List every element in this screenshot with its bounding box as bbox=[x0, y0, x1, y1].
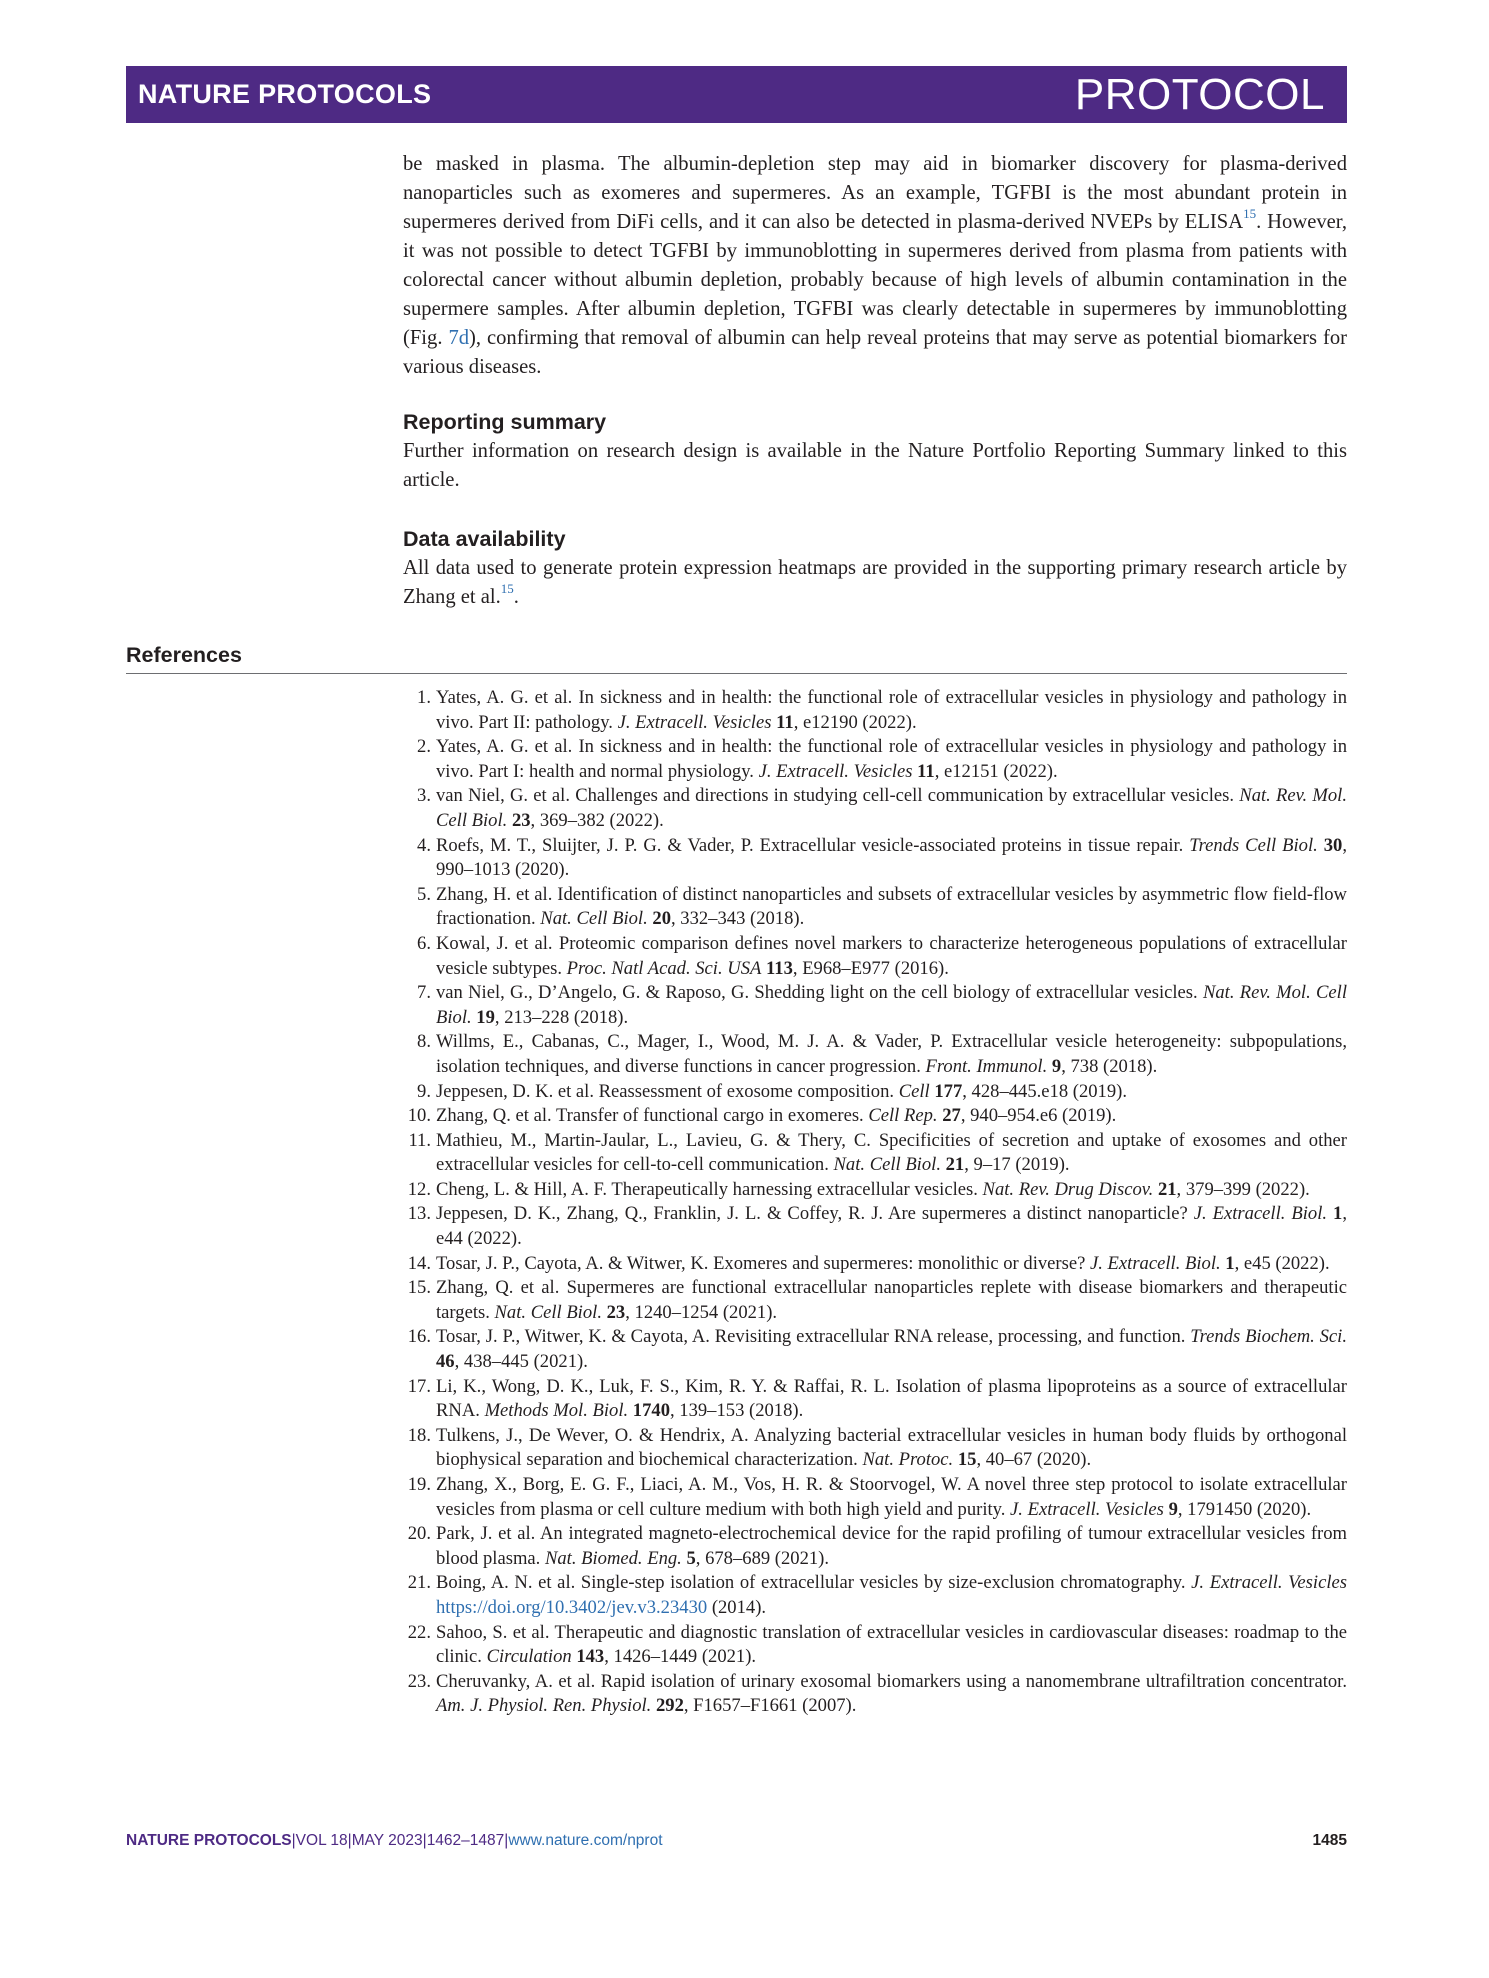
reference-details: , 1240–1254 (2021). bbox=[625, 1301, 778, 1323]
reference-volume: 19 bbox=[476, 1006, 495, 1028]
citation-link[interactable]: 15 bbox=[1243, 206, 1257, 222]
reference-journal: Circulation bbox=[486, 1646, 572, 1668]
reference-number: 11. bbox=[408, 1129, 431, 1151]
reference-number: 23. bbox=[407, 1670, 431, 1692]
reference-journal: J. Extracell. Vesicles bbox=[1191, 1572, 1347, 1594]
reference-volume: 21 bbox=[1157, 1178, 1177, 1200]
reference-journal: Nat. Rev. Mol. Cell Biol. bbox=[436, 982, 1347, 1028]
reference-volume: 27 bbox=[942, 1105, 961, 1127]
intro-paragraph bbox=[403, 150, 1347, 382]
reference-details: , 678–689 (2021). bbox=[695, 1547, 830, 1569]
reference-number: 9. bbox=[417, 1080, 431, 1102]
reference-item bbox=[403, 1424, 1347, 1473]
reference-text: Boing, A. N. et al. Single-step isolation of extracellular vesicles by size-exclusion chromatography. bbox=[436, 1572, 1192, 1594]
reference-details: , e12151 (2022). bbox=[934, 760, 1058, 782]
reference-details: , e44 (2022). bbox=[436, 1203, 1347, 1250]
reference-volume: 9 bbox=[1168, 1498, 1178, 1520]
reference-details: , 940–954.e6 (2019). bbox=[960, 1105, 1117, 1127]
reporting-summary-heading: Reporting summary bbox=[403, 410, 607, 434]
reference-journal: Nat. Rev. Mol. Cell Biol. bbox=[436, 785, 1347, 831]
reference-number: 7. bbox=[417, 982, 431, 1004]
reference-text: Park, J. et al. An integrated magneto-electrochemical device for the rapid profiling of tumour extracellular vesicles from blood plasma. bbox=[436, 1523, 1347, 1569]
reference-volume: 23 bbox=[606, 1301, 626, 1323]
reference-item bbox=[403, 883, 1347, 932]
reference-text: Yates, A. G. et al. In sickness and in health: the functional role of extracellular vesicles in physiology and pathology in vivo. Part II: pathology. bbox=[436, 687, 1347, 733]
reference-text: Yates, A. G. et al. In sickness and in health: the functional role of extracellular vesicles in physiology and pathology in vivo. Part I: health and normal physiology. bbox=[436, 736, 1347, 782]
reference-number: 17. bbox=[407, 1375, 431, 1397]
reference-item bbox=[403, 1670, 1347, 1719]
reference-journal: Front. Immunol. bbox=[925, 1055, 1048, 1077]
figure-link[interactable]: 7d bbox=[448, 327, 470, 349]
reference-number: 20. bbox=[407, 1523, 431, 1545]
reference-item bbox=[403, 834, 1347, 883]
data-availability-text: All data used to generate protein expression heatmaps are provided in the supporting primary research article by Zhang et al. bbox=[403, 557, 1347, 608]
reference-details: , 40–67 (2020). bbox=[976, 1449, 1092, 1471]
references-divider bbox=[126, 673, 1347, 674]
reference-item bbox=[403, 1129, 1347, 1178]
reference-details: , 738 (2018). bbox=[1061, 1055, 1158, 1077]
reference-number: 14. bbox=[407, 1252, 431, 1274]
reference-volume: 46 bbox=[436, 1351, 455, 1373]
footer-url-link[interactable]: www.nature.com/nprot bbox=[508, 1832, 663, 1849]
reference-number: 2. bbox=[417, 736, 431, 758]
reference-volume: 1 bbox=[1333, 1203, 1343, 1225]
citation-link[interactable]: 15 bbox=[500, 581, 514, 597]
reference-details: , 990–1013 (2020). bbox=[436, 834, 1347, 881]
reference-number: 8. bbox=[417, 1031, 431, 1053]
reference-number: 15. bbox=[407, 1277, 431, 1299]
reference-text: Li, K., Wong, D. K., Luk, F. S., Kim, R. Y. & Raffai, R. L. Isolation of plasma lipoproteins as a source of extracellular RNA. bbox=[436, 1375, 1347, 1422]
reference-volume: 5 bbox=[686, 1547, 696, 1569]
intro-text-1: be masked in plasma. The albumin-depletion step may aid in biomarker discovery for plasma-derived nanoparticles such as exomeres and supermeres. As an example, TGFBI is the most abundant protein in supermeres derived from DiFi cells, and it can also be detected in plasma-derived NVEPs by ELISA bbox=[403, 153, 1347, 233]
reference-number: 12. bbox=[407, 1178, 431, 1200]
journal-name: NATURE PROTOCOLS bbox=[138, 79, 432, 109]
references-heading: References bbox=[126, 643, 242, 667]
reference-journal: Am. J. Physiol. Ren. Physiol. bbox=[436, 1695, 652, 1717]
reference-text: van Niel, G., D’Angelo, G. & Raposo, G. Shedding light on the cell biology of extracellular vesicles. bbox=[436, 982, 1203, 1004]
reference-number: 4. bbox=[417, 834, 431, 856]
reference-journal: Nat. Rev. Drug Discov. bbox=[982, 1178, 1154, 1200]
reference-journal: J. Extracell. Biol. bbox=[1193, 1203, 1328, 1225]
reference-number: 1. bbox=[417, 687, 431, 708]
reference-item bbox=[403, 1030, 1347, 1079]
reference-item bbox=[403, 1178, 1347, 1203]
reference-item bbox=[403, 981, 1347, 1030]
reference-number: 16. bbox=[407, 1326, 431, 1348]
reference-text: Sahoo, S. et al. Therapeutic and diagnostic translation of extracellular vesicles in cardiovascular diseases: roadmap to the clinic. bbox=[436, 1621, 1347, 1668]
reference-item bbox=[403, 1252, 1347, 1277]
reference-text: Zhang, Q. et al. Transfer of functional cargo in exomeres. bbox=[436, 1105, 869, 1127]
reference-number: 5. bbox=[417, 883, 431, 905]
reference-text: Zhang, H. et al. Identification of distinct nanoparticles and subsets of extracellular vesicles by asymmetric flow field-flow fractionation. bbox=[436, 883, 1347, 930]
reference-details: , 213–228 (2018). bbox=[494, 1006, 629, 1028]
reference-item bbox=[403, 784, 1347, 833]
footer-separator: | bbox=[422, 1832, 427, 1849]
reference-journal: Nat. Protoc. bbox=[862, 1449, 954, 1471]
reference-journal: Trends Cell Biol. bbox=[1189, 834, 1318, 856]
footer-separator: | bbox=[504, 1832, 509, 1849]
reference-details: , 139–153 (2018). bbox=[669, 1400, 804, 1422]
reference-volume: 21 bbox=[945, 1154, 965, 1176]
data-availability-heading: Data availability bbox=[403, 527, 566, 551]
reference-item bbox=[403, 1621, 1347, 1670]
reference-text: Tulkens, J., De Wever, O. & Hendrix, A. Analyzing bacterial extracellular vesicles in human body fluids by orthogonal biophysical separation and biochemical characterization. bbox=[436, 1424, 1347, 1471]
reference-details: , 369–382 (2022). bbox=[530, 809, 664, 831]
reference-volume: 15 bbox=[957, 1449, 977, 1471]
reference-details: , 9–17 (2019). bbox=[964, 1154, 1070, 1176]
data-availability-end: . bbox=[513, 586, 519, 608]
reference-details: , 332–343 (2018). bbox=[670, 908, 805, 930]
reference-item bbox=[403, 1276, 1347, 1325]
intro-text-2: . However, it was not possible to detect TGFBI by immunoblotting in supermeres derived from plasma from patients with colorectal cancer without albumin depletion, probably because of high levels of albumin contamination in the supermere samples. After albumin depletion, TGFBI was clearly detectable in supermeres by immunoblotting (Fig. bbox=[403, 211, 1347, 349]
reference-journal: J. Extracell. Vesicles bbox=[1010, 1498, 1164, 1520]
reference-volume: 20 bbox=[652, 908, 671, 930]
reference-details: , e45 (2022). bbox=[1234, 1252, 1330, 1274]
reference-volume: 113 bbox=[766, 957, 793, 979]
journal-header-banner bbox=[126, 66, 1347, 123]
reference-journal: Nat. Cell Biol. bbox=[540, 908, 648, 930]
reference-item bbox=[403, 1325, 1347, 1374]
reference-number: 22. bbox=[407, 1621, 431, 1643]
reference-details: , 438–445 (2021). bbox=[454, 1351, 588, 1373]
reference-number: 10. bbox=[407, 1105, 431, 1127]
reference-details: , 1791450 (2020). bbox=[1177, 1498, 1312, 1520]
reference-journal: J. Extracell. Vesicles bbox=[758, 760, 913, 782]
reference-text: Zhang, Q. et al. Supermeres are functional extracellular nanoparticles replete with disease biomarkers and therapeutic targets. bbox=[436, 1277, 1347, 1323]
reference-item bbox=[403, 1473, 1347, 1522]
reference-list bbox=[403, 686, 1347, 1719]
footer-separator: | bbox=[347, 1832, 352, 1849]
intro-text-3: ), confirming that removal of albumin can help reveal proteins that may serve as potential biomarkers for various diseases. bbox=[403, 327, 1347, 378]
reference-text: Zhang, X., Borg, E. G. F., Liaci, A. M., Vos, H. R. & Stoorvogel, W. A novel three step protocol to isolate extracellular vesicles from plasma or cell culture medium with both high yield and purity. bbox=[436, 1474, 1347, 1520]
reference-item bbox=[403, 1571, 1347, 1620]
reference-item bbox=[403, 1375, 1347, 1424]
reference-text: Tosar, J. P., Cayota, A. & Witwer, K. Exomeres and supermeres: monolithic or diverse? bbox=[436, 1252, 1090, 1274]
reference-journal: Trends Biochem. Sci. bbox=[1190, 1326, 1347, 1348]
reference-number: 18. bbox=[407, 1424, 431, 1446]
reference-volume: 143 bbox=[576, 1646, 605, 1668]
reference-volume: 11 bbox=[917, 760, 935, 782]
reference-item bbox=[403, 735, 1347, 784]
reference-item bbox=[403, 686, 1347, 735]
footer-date: MAY 2023 bbox=[351, 1832, 423, 1849]
reference-item bbox=[403, 1104, 1347, 1129]
reference-details: , F1657–F1661 (2007). bbox=[683, 1695, 857, 1717]
reference-details: , 1426–1449 (2021). bbox=[604, 1646, 757, 1668]
reference-journal: Proc. Natl Acad. Sci. USA bbox=[566, 957, 762, 979]
reference-item bbox=[403, 1080, 1347, 1105]
reference-text: van Niel, G. et al. Challenges and directions in studying cell-cell communication by extracellular vesicles. bbox=[436, 785, 1240, 807]
footer-separator: | bbox=[291, 1832, 296, 1849]
reference-journal: Nat. Biomed. Eng. bbox=[544, 1547, 682, 1569]
reference-journal: Methods Mol. Biol. bbox=[484, 1400, 629, 1422]
reference-text: Willms, E., Cabanas, C., Mager, I., Wood, M. J. A. & Vader, P. Extracellular vesicle heterogeneity: subpopulations, isolation techniques, and diverse functions in cancer progression. bbox=[436, 1031, 1347, 1077]
reference-text: Jeppesen, D. K. et al. Reassessment of exosome composition. bbox=[436, 1080, 899, 1102]
reference-volume: 9 bbox=[1051, 1055, 1062, 1077]
reference-number: 19. bbox=[407, 1474, 431, 1495]
reference-journal: Nat. Cell Biol. bbox=[494, 1301, 602, 1323]
reference-journal: J. Extracell. Biol. bbox=[1090, 1252, 1221, 1274]
reference-volume: 1 bbox=[1225, 1252, 1235, 1274]
reference-volume: 30 bbox=[1323, 834, 1343, 856]
reference-item bbox=[403, 1202, 1347, 1251]
reporting-summary-text: Further information on research design is available in the Nature Portfolio Reporting Summary linked to this article. bbox=[403, 440, 1347, 491]
reference-number: 3. bbox=[417, 785, 431, 807]
reference-details: (2014). bbox=[707, 1596, 767, 1618]
page-number: 1485 bbox=[1312, 1832, 1347, 1849]
footer-pages: 1462–1487 bbox=[426, 1832, 505, 1849]
reference-details: , e12190 (2022). bbox=[793, 711, 917, 733]
reference-details: , 379–399 (2022). bbox=[1176, 1178, 1310, 1200]
reference-volume: 23 bbox=[511, 809, 531, 831]
page-footer bbox=[126, 1832, 1347, 1856]
reference-text: Tosar, J. P., Witwer, K. & Cayota, A. Revisiting extracellular RNA release, processing, and function. bbox=[436, 1326, 1191, 1348]
reference-item bbox=[403, 932, 1347, 981]
reference-text: Jeppesen, D. K., Zhang, Q., Franklin, J. L. & Coffey, R. J. Are supermeres a distinct nanoparticle? bbox=[436, 1203, 1194, 1225]
reference-details: , E968–E977 (2016). bbox=[792, 957, 949, 979]
reference-journal: Nat. Cell Biol. bbox=[833, 1154, 941, 1176]
reference-journal: Cell Rep. bbox=[868, 1105, 938, 1127]
reference-volume: 11 bbox=[776, 711, 794, 733]
reference-text: Roefs, M. T., Sluijter, J. P. G. & Vader, P. Extracellular vesicle-associated proteins in tissue repair. bbox=[436, 834, 1190, 856]
reference-text: Mathieu, M., Martin-Jaular, L., Lavieu, G. & Thery, C. Specificities of secretion and uptake of exosomes and other extracellular vesicles for cell-to-cell communication. bbox=[436, 1129, 1347, 1176]
reference-volume: 177 bbox=[934, 1080, 963, 1102]
reference-number: 13. bbox=[407, 1203, 431, 1225]
reference-item bbox=[403, 1522, 1347, 1571]
reference-volume: 292 bbox=[655, 1695, 684, 1717]
reference-text: Cheng, L. & Hill, A. F. Therapeutically harnessing extracellular vesicles. bbox=[436, 1178, 983, 1200]
reference-volume: 1740 bbox=[632, 1400, 670, 1422]
reference-text: Kowal, J. et al. Proteomic comparison defines novel markers to characterize heterogeneous populations of extracellular vesicle subtypes. bbox=[436, 932, 1347, 979]
reference-number: 21. bbox=[407, 1572, 431, 1594]
footer-volume: VOL 18 bbox=[295, 1832, 348, 1849]
reference-details: , 428–445.e18 (2019). bbox=[962, 1080, 1127, 1102]
reference-journal: J. Extracell. Vesicles bbox=[617, 711, 772, 733]
reference-number: 6. bbox=[417, 932, 431, 954]
reference-text: Cheruvanky, A. et al. Rapid isolation of urinary exosomal biomarkers using a nanomembrane ultrafiltration concentrator. bbox=[436, 1670, 1347, 1692]
footer-journal: NATURE PROTOCOLS bbox=[126, 1832, 292, 1849]
reference-doi-link[interactable]: https://doi.org/10.3402/jev.v3.23430 bbox=[436, 1596, 708, 1618]
article-type: PROTOCOL bbox=[1074, 70, 1325, 119]
data-availability-paragraph bbox=[403, 554, 1347, 612]
reference-journal: Cell bbox=[898, 1080, 930, 1102]
